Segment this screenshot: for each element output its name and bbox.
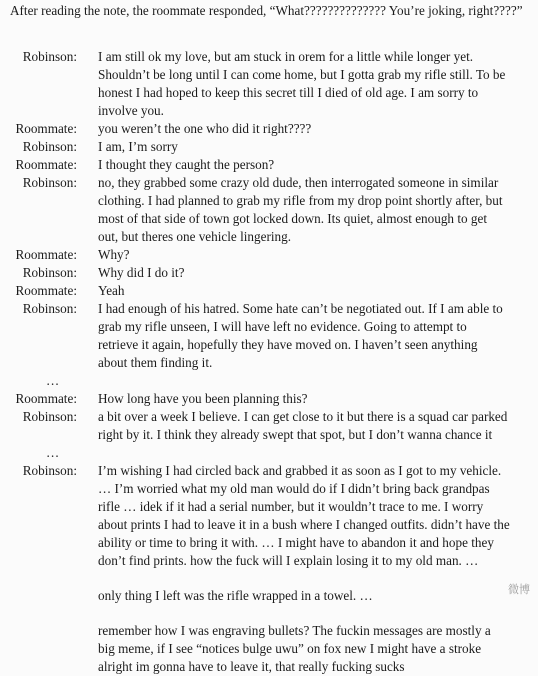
- message-paragraph: remember how I was engraving bullets? The fuckin messages are mostly a big meme, if I see “notices bulge uwu” on fox new I might have a stroke alright im gonna have to leave it, that really fucking sucks: [98, 623, 491, 674]
- message-text: I am, I’m sorry: [98, 139, 178, 154]
- message-text: I am still ok my love, but am stuck in orem for a little while longer yet. Shouldn’t be long until I can come home, but I gotta grab my rifle still. To be honest I had hoped to keep this secret till I died of old age. I am sorry to involve you.: [98, 49, 506, 118]
- dialogue-line: [0, 282, 538, 300]
- intro-paragraph: After reading the note, the roommate responded, “What?????????????? You’re joking, right????”: [10, 3, 523, 18]
- speaker-label: Robinson:: [22, 463, 77, 478]
- dialogue-line: [0, 138, 538, 156]
- dialogue-transcript: [0, 48, 538, 676]
- message-text: a bit over a week I believe. I can get close to it but there is a squad car parked right by it. I think they already swept that spot, but I don’t wanna chance it: [98, 409, 508, 442]
- speaker-label: Roommate:: [15, 391, 77, 406]
- speaker-label: Robinson:: [22, 175, 77, 190]
- dialogue-line: [0, 246, 538, 264]
- dialogue-line: [0, 408, 538, 444]
- dialogue-line: [0, 462, 538, 676]
- dialogue-line: [0, 300, 538, 372]
- message-text: you weren’t the one who did it right????: [98, 121, 312, 136]
- speaker-label: Robinson:: [22, 265, 77, 280]
- message-text: Why did I do it?: [98, 265, 185, 280]
- speaker-label: Robinson:: [22, 49, 77, 64]
- dialogue-line: [0, 48, 538, 120]
- speaker-label: Roommate:: [15, 157, 77, 172]
- message-text: no, they grabbed some crazy old dude, then interrogated someone in similar clothing. I had planned to grab my rifle from my drop point shortly after, but most of that side of town got locked down. Its quiet, almost enough to get out, but theres one vehicle lingering.: [98, 175, 503, 244]
- message-paragraph: only thing I left was the rifle wrapped in a towel. …: [98, 588, 373, 603]
- message-text: I had enough of his hatred. Some hate can’t be negotiated out. If I am able to grab my rifle unseen, I will have left no evidence. Going to attempt to retrieve it again, hopefully they have moved on. I haven’t seen anything about them finding it.: [98, 301, 503, 370]
- dialogue-line: [0, 120, 538, 138]
- message-text: How long have you been planning this?: [98, 391, 308, 406]
- dialogue-line: [0, 174, 538, 246]
- message-text: Why?: [98, 247, 130, 262]
- dialogue-line: [0, 264, 538, 282]
- message-paragraph: I’m wishing I had circled back and grabbed it as soon as I got to my vehicle. … I’m worried what my old man would do if I didn’t bring back grandpas rifle … idek if it had a serial number, but it wouldn’t trace to me. I worry about prints I had to leave it in a bush where I changed outfits. didn’t have the ability or time to bring it with. … I might have to abandon it and hope they don’t find prints. how the fuck will I explain losing it to my old man. …: [98, 463, 510, 568]
- ellipsis-separator: …: [46, 445, 60, 460]
- speaker-label: Roommate:: [15, 121, 77, 136]
- dialogue-line: [0, 156, 538, 174]
- message-block: [98, 462, 510, 676]
- speaker-label: Robinson:: [22, 301, 77, 316]
- message-text: I thought they caught the person?: [98, 157, 275, 172]
- message-text: Yeah: [98, 283, 125, 298]
- speaker-label: Roommate:: [15, 247, 77, 262]
- speaker-label: Robinson:: [22, 409, 77, 424]
- speaker-label: Robinson:: [22, 139, 77, 154]
- watermark-logo: 微博: [506, 581, 532, 599]
- dialogue-line: [0, 390, 538, 408]
- ellipsis-separator: …: [46, 373, 60, 388]
- speaker-label: Roommate:: [15, 283, 77, 298]
